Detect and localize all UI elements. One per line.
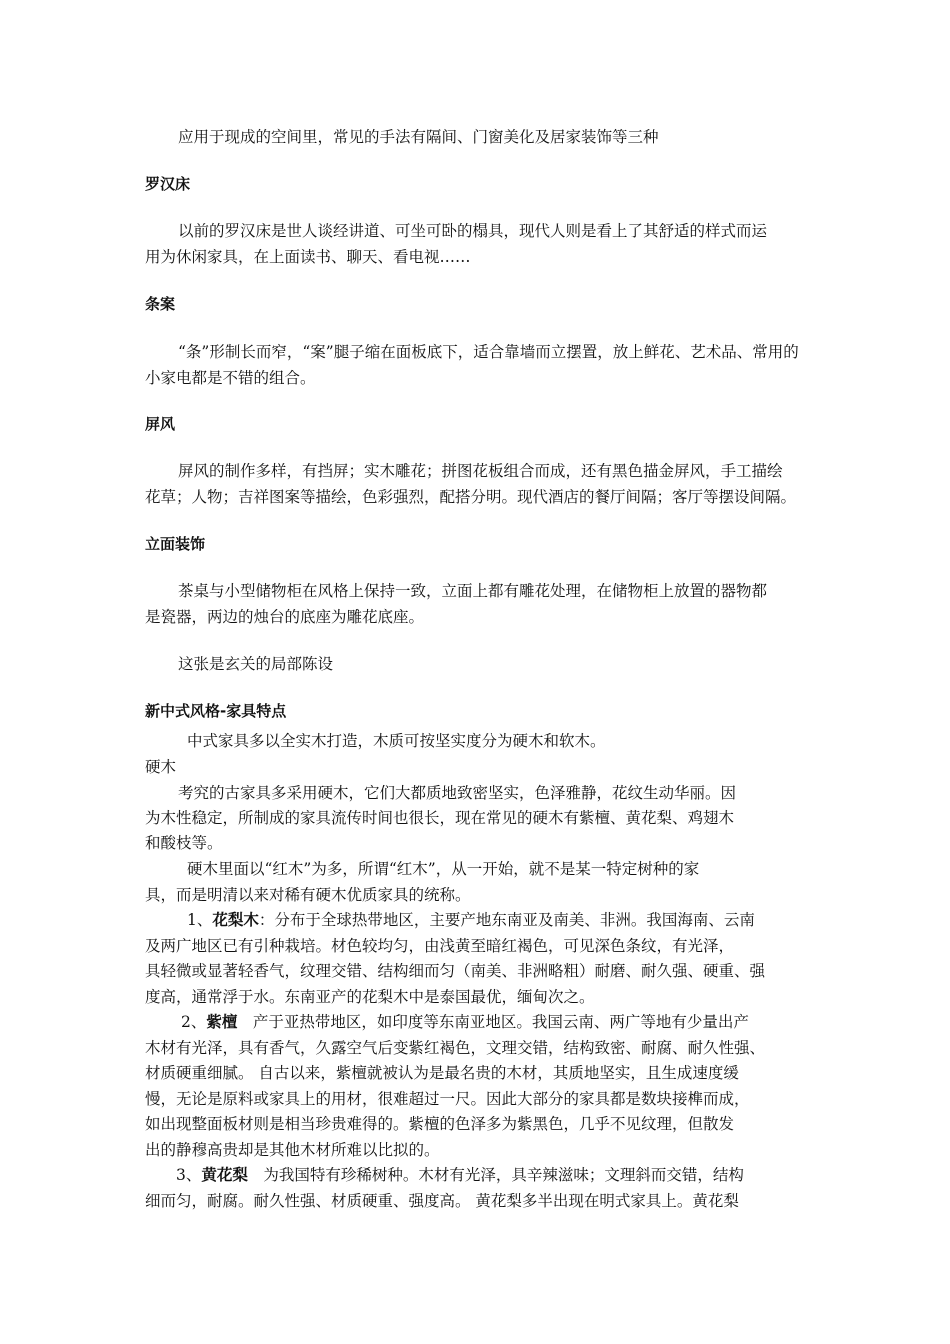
huanghuali-term: 黄花梨	[201, 1166, 248, 1184]
huanghuali-line-2: 细而匀，耐腐。耐久性强、材质硬重、强度高。 黄花梨多半出现在明式家具上。黄花梨	[145, 1192, 739, 1210]
pingfeng-line-1: 屏风的制作多样，有挡屏；实木雕花；拼图花板组合而成，还有黑色描金屏风，手工描绘	[178, 462, 783, 480]
heading-luohan-bed: 罗汉床	[145, 175, 191, 193]
huali-line-3: 具轻微或显著轻香气，纹理交错、结构细而匀（南美、非洲略粗）耐磨、耐久强、硬重、强	[145, 962, 766, 980]
zitan-line-3: 材质硬重细腻。 自古以来，紫檀就被认为是最名贵的木材，其质地坚实，且生成速度缓	[145, 1064, 739, 1082]
zitan-line-1	[181, 1010, 749, 1034]
zitan-line-6: 出的静穆高贵却是其他木材所难以比拟的。	[145, 1141, 440, 1159]
hardwood-p1-line-1: 考究的古家具多采用硬木，它们大都质地致密坚实，色泽雅静，花纹生动华丽。因	[178, 784, 737, 802]
intro-line: 应用于现成的空间里，常见的手法有隔间、门窗美化及居家装饰等三种	[178, 128, 659, 146]
huanghuali-number: 3、	[176, 1166, 202, 1184]
zitan-line-2: 木材有光泽，具有香气，久露空气后变紫红褐色，文理交错，结构致密、耐腐、耐久性强、	[145, 1039, 766, 1057]
hardwood-p1-line-3: 和酸枝等。	[145, 834, 223, 852]
huanghuali-line-1	[176, 1163, 744, 1187]
xinzhong-intro: 中式家具多以全实木打造，木质可按坚实度分为硬木和软木。	[187, 732, 606, 750]
zitan-line-4: 慢，无论是原料或家具上的用材，很难超过一尺。因此大部分的家具都是数块接榫而成，	[145, 1090, 750, 1108]
limian-line-3: 这张是玄关的局部陈设	[178, 655, 334, 673]
huali-text: ：分布于全球热带地区，主要产地东南亚及南美、非洲。我国海南、云南	[258, 911, 755, 929]
huali-term: 花梨木	[212, 911, 259, 929]
luohan-line-2: 用为休闲家具，在上面读书、聊天、看电视……	[145, 248, 471, 266]
hardwood-label: 硬木	[145, 758, 177, 776]
huanghuali-text: 为我国特有珍稀树种。木材有光泽，具辛辣滋味；文理斜而交错，结构	[247, 1166, 744, 1184]
huali-line-1	[187, 908, 755, 932]
heading-tiaoan: 条案	[145, 295, 176, 313]
tiaoan-line-2: 小家电都是不错的组合。	[145, 369, 316, 387]
huali-line-4: 度高，通常浮于水。东南亚产的花梨木中是泰国最优，缅甸次之。	[145, 988, 595, 1006]
zitan-line-5: 如出现整面板材则是相当珍贵难得的。紫檀的色泽多为紫黑色，几乎不见纹理，但散发	[145, 1115, 735, 1133]
zitan-number: 2、	[181, 1013, 207, 1031]
heading-new-chinese-furniture: 新中式风格-家具特点	[145, 702, 287, 720]
huali-number: 1、	[187, 911, 213, 929]
pingfeng-line-2: 花草；人物；吉祥图案等描绘，色彩强烈，配搭分明。现代酒店的餐厅间隔；客厅等摆设间隔。	[145, 488, 797, 506]
huali-line-2: 及两广地区已有引种栽培。材色较均匀，由浅黄至暗红褐色，可见深色条纹，有光泽，	[145, 937, 735, 955]
heading-limian: 立面装饰	[145, 535, 206, 553]
tiaoan-line-1: “条”形制长而窄，“案”腿子缩在面板底下，适合靠墙而立摆置，放上鲜花、艺术品、常用的	[178, 343, 799, 361]
hardwood-p1-line-2: 为木性稳定，所制成的家具流传时间也很长，现在常见的硬木有紫檀、黄花梨、鸡翅木	[145, 809, 735, 827]
heading-pingfeng: 屏风	[145, 415, 176, 433]
luohan-line-1: 以前的罗汉床是世人谈经讲道、可坐可卧的榻具，现代人则是看上了其舒适的样式而运	[178, 222, 768, 240]
limian-line-1: 茶桌与小型储物柜在风格上保持一致，立面上都有雕花处理，在储物柜上放置的器物都	[178, 582, 768, 600]
hardwood-p2-line-1: 硬木里面以“红木”为多，所谓“红木”，从一开始，就不是某一特定树种的家	[187, 860, 700, 878]
zitan-term: 紫檀	[206, 1013, 238, 1031]
hardwood-p2-line-2: 具，而是明清以来对稀有硬木优质家具的统称。	[145, 886, 471, 904]
limian-line-2: 是瓷器，两边的烛台的底座为雕花底座。	[145, 608, 425, 626]
zitan-text: 产于亚热带地区，如印度等东南亚地区。我国云南、两广等地有少量出产	[237, 1013, 749, 1031]
